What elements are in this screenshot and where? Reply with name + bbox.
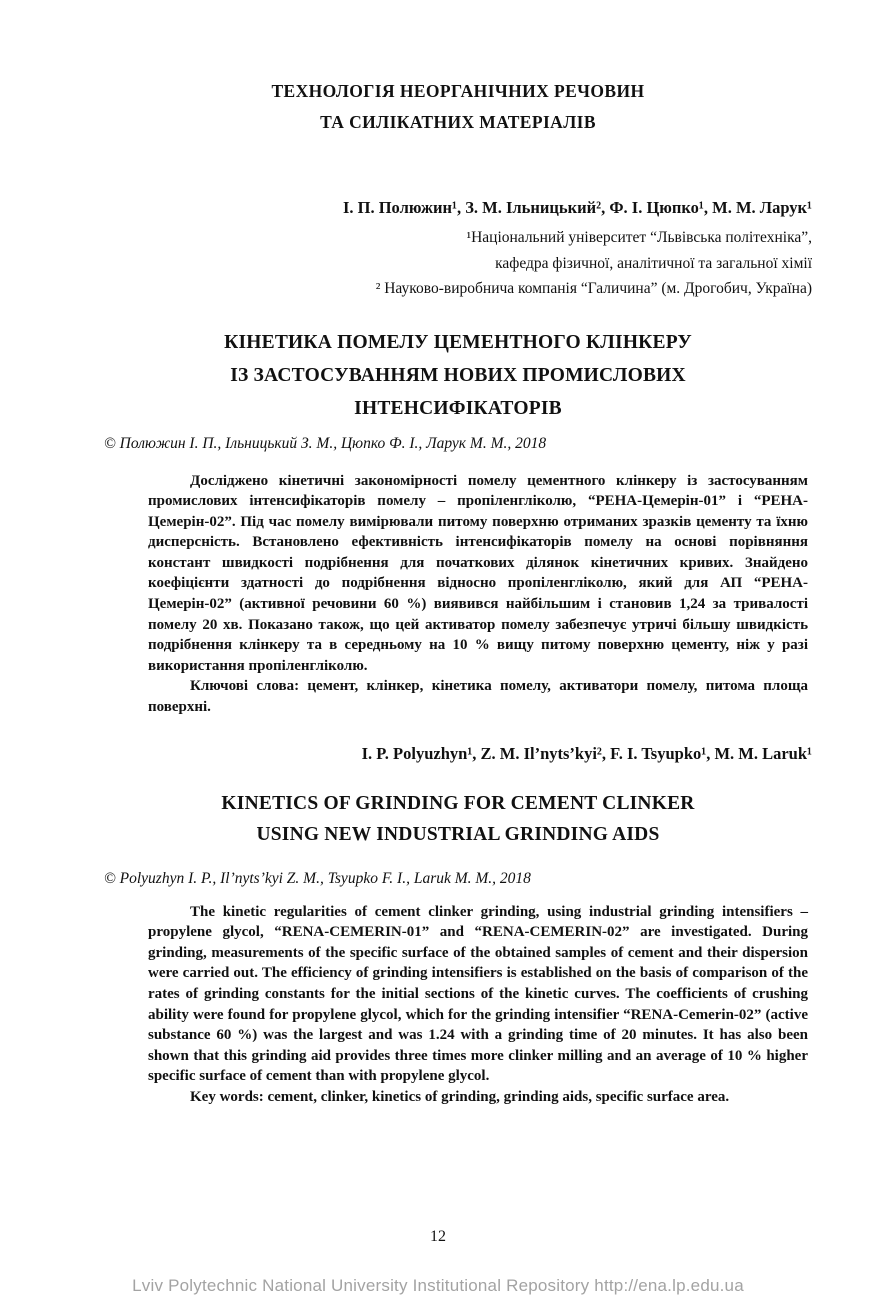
keywords-ua: Ключові слова: цемент, клінкер, кінетика помелу, активатори помелу, питома площа поверхні.: [148, 678, 808, 716]
repository-footer: Lviv Polytechnic National University Institutional Repository http://ena.lp.edu.ua: [132, 1276, 744, 1295]
affiliation-department: кафедра фізичної, аналітичної та загальної хімії: [495, 254, 812, 272]
affiliation-company: ² Науково-виробнича компанія “Галичина” (м. Дрогобич, Україна): [375, 280, 812, 297]
abstract-ua-text: Досліджено кінетичні закономірності помелу цементного клінкеру із застосуванням промислових інтенсифікаторів помелу – пропіленгліколю, “РЕНА-Цемерін-01” і “РЕНА-Цемерін-02”. Під час помелу вимірювали питому поверхню отриманих зразків цементу та їхню дисперсність. Встановлено ефективність інтенсифікаторів помелу на основі порівняння констант швидкості подрібнення для початкових ділянок кінетичних кривих. Знайдено коефіцієнти здатності до подрібнення відносно пропіленгліколю, який для АП “РЕНА-Цемерін-02” (активної речовини 60 %) виявився найбільшим і становив 1,24 за тривалості помелу 20 хв. Показано також, що цей активатор помелу забезпечує утричі більшу швидкість подрібнення клінкеру та в середньому на 10 % вищу питому поверхню цементу, ніж у разі використання пропіленгліколю.: [148, 472, 808, 674]
copyright-line-en: © Polyuzhyn I. P., Il’nyts’kyi Z. M., Tsyupko F. I., Laruk M. M., 2018: [104, 869, 531, 887]
article-title-ua-line3: ІНТЕНСИФІКАТОРІВ: [354, 397, 562, 419]
abstract-en: [148, 902, 808, 1108]
page-number: 12: [430, 1228, 446, 1245]
journal-section-title-line1: ТЕХНОЛОГІЯ НЕОРГАНІЧНИХ РЕЧОВИН: [271, 81, 645, 101]
authors-block-ua: [104, 198, 812, 302]
paper-page: [0, 76, 876, 1108]
article-title-ua-line1: КІНЕТИКА ПОМЕЛУ ЦЕМЕНТНОГО КЛІНКЕРУ: [224, 331, 692, 353]
article-title-ua: [104, 326, 812, 425]
article-title-en-line1: KINETICS OF GRINDING FOR CEMENT CLINKER: [221, 792, 695, 814]
authors-line-en: I. P. Polyuzhyn¹, Z. M. Il’nyts’kyi², F. I. Tsyupko¹, M. M. Laruk¹: [361, 743, 812, 763]
article-title-ua-line2: ІЗ ЗАСТОСУВАННЯМ НОВИХ ПРОМИСЛОВИХ: [230, 364, 686, 386]
abstract-en-text: The kinetic regularities of cement clinker grinding, using industrial grinding intensifiers – propylene glycol, “RENA-CEMERIN-01” and “RENA-CEMERIN-02” are investigated. During grinding, measurements of the specific surface of the obtained samples of cement and their dispersion were carried out. The efficiency of grinding intensifiers is established on the basis of comparison of the rates of grinding constants for the initial sections of the kinetic curves. The coefficients of crushing ability were found for propylene glycol, which for the grinding intensifier “RENA-Cemerin-02” (active substance 60 %) was the largest and was 1.24 with a grinding time of 20 minutes. It has also been shown that this grinding aid provides three times more clinker milling and an average of 10 % higher specific surface of cement than with propylene glycol.: [148, 903, 808, 1085]
abstract-ua: [148, 471, 808, 718]
affiliation-university: ¹Національний університет “Львівська політехніка”,: [466, 229, 812, 246]
authors-block-en: [104, 744, 812, 764]
journal-section-title: [104, 76, 812, 138]
journal-section-title-line2: ТА СИЛІКАТНИХ МАТЕРІАЛІВ: [320, 112, 596, 132]
keywords-en: Key words: cement, clinker, kinetics of grinding, grinding aids, specific surface area.: [190, 1088, 730, 1105]
article-title-en-line2: USING NEW INDUSTRIAL GRINDING AIDS: [256, 823, 660, 845]
authors-line-ua: І. П. Полюжин¹, З. М. Ільницький², Ф. І. Цюпко¹, М. М. Ларук¹: [342, 198, 812, 217]
article-title-en: [104, 788, 812, 850]
copyright-line-ua: © Полюжин І. П., Ільницький З. М., Цюпко Ф. І., Ларук М. М., 2018: [104, 434, 547, 452]
